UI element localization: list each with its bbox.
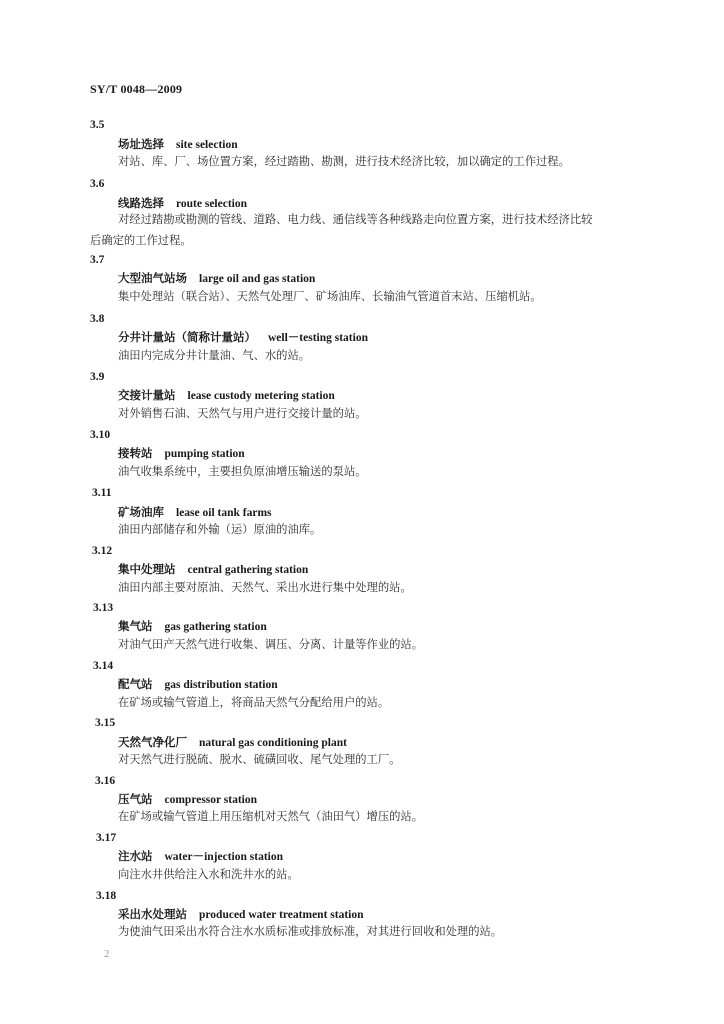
term-definition: 对站、库、厂、场位置方案，经过踏勘、勘测，进行技术经济比较，加以确定的工作过程。	[118, 155, 570, 168]
term-title-en: water－injection station	[164, 851, 283, 863]
term-title-zh: 集气站	[118, 619, 153, 633]
term-title-zh: 线路选择	[118, 196, 164, 210]
term-title-en: gas distribution station	[164, 679, 278, 691]
term-title-en: pumping station	[164, 448, 245, 460]
term-title-en: large oil and gas station	[199, 273, 316, 285]
term-title	[118, 330, 368, 345]
term-number: 3.5	[90, 119, 105, 131]
term-title-en: gas gathering station	[164, 621, 267, 633]
term-title	[118, 792, 257, 807]
term-title-zh: 集中处理站	[118, 562, 176, 576]
term-number: 3.8	[90, 313, 105, 325]
term-number: 3.9	[90, 371, 105, 383]
term-number: 3.12	[92, 545, 113, 557]
term-number: 3.15	[95, 717, 116, 729]
term-title	[118, 677, 278, 692]
term-title-en: central gathering station	[187, 564, 309, 576]
term-definition: 向注水井供给注入水和洗井水的站。	[118, 868, 299, 881]
term-number: 3.10	[90, 429, 111, 441]
term-definition-continued: 后确定的工作过程。	[90, 234, 192, 247]
term-number: 3.16	[95, 775, 116, 787]
term-title-zh: 分井计量站（简称计量站）	[118, 330, 256, 344]
term-number: 3.17	[96, 832, 117, 844]
term-definition: 在矿场或输气管道上，将商品天然气分配给用户的站。	[118, 696, 390, 709]
term-title	[118, 388, 335, 403]
term-title-zh: 场址选择	[118, 137, 164, 151]
term-title	[118, 735, 347, 750]
term-number: 3.14	[93, 660, 114, 672]
term-title	[118, 849, 283, 864]
term-title-en: route selection	[176, 198, 248, 210]
term-title-en: compressor station	[164, 794, 258, 806]
term-definition: 油气收集系统中，主要担负原油增压输送的泵站。	[118, 465, 367, 478]
term-definition: 对经过踏勘或勘测的管线、道路、电力线、通信线等各种线路走向位置方案，进行技术经济比较	[118, 213, 593, 226]
term-definition: 为使油气田采出水符合注水水质标准或排放标准，对其进行回收和处理的站。	[118, 925, 503, 938]
term-definition: 对油气田产天然气进行收集、调压、分离、计量等作业的站。	[118, 638, 424, 651]
term-title	[118, 619, 267, 634]
term-title-zh: 注水站	[118, 849, 153, 863]
term-title-en: site selection	[176, 139, 238, 151]
term-number: 3.11	[92, 487, 112, 499]
term-title-zh: 配气站	[118, 677, 153, 691]
term-title-en: produced water treatment station	[199, 909, 364, 921]
term-number: 3.6	[90, 178, 105, 190]
term-definition: 对外销售石油、天然气与用户进行交接计量的站。	[118, 407, 367, 420]
term-definition: 油田内部主要对原油、天然气、采出水进行集中处理的站。	[118, 581, 412, 594]
term-title-zh: 大型油气站场	[118, 271, 187, 285]
term-definition: 集中处理站（联合站）、天然气处理厂、矿场油库、长输油气管道首末站、压缩机站。	[118, 290, 542, 303]
term-title-en: lease oil tank farms	[176, 507, 272, 519]
term-title	[118, 271, 315, 286]
term-definition: 油田内部储存和外输（运）原油的油库。	[118, 523, 322, 536]
term-title-zh: 矿场油库	[118, 505, 164, 519]
document-header: SY/T 0048—2009	[90, 82, 183, 96]
term-title	[118, 562, 308, 577]
term-title-zh: 采出水处理站	[118, 907, 187, 921]
term-title	[118, 907, 364, 922]
term-title-zh: 压气站	[118, 792, 153, 806]
term-title	[118, 505, 272, 520]
term-number: 3.13	[93, 602, 114, 614]
term-definition: 油田内完成分井计量油、气、水的站。	[118, 349, 311, 362]
term-definition: 在矿场或输气管道上用压缩机对天然气（油田气）增压的站。	[118, 810, 424, 823]
term-title-en: lease custody metering station	[187, 390, 335, 402]
term-number: 3.18	[96, 890, 117, 902]
term-title-en: well－testing station	[268, 332, 368, 344]
term-title	[118, 446, 245, 461]
term-title-zh: 接转站	[118, 446, 153, 460]
term-title-en: natural gas conditioning plant	[199, 737, 347, 749]
term-title	[118, 137, 238, 152]
term-title-zh: 交接计量站	[118, 388, 176, 402]
term-number: 3.7	[90, 254, 105, 266]
term-title-zh: 天然气净化厂	[118, 735, 187, 749]
page-number: 2	[104, 948, 110, 960]
term-definition: 对天然气进行脱硫、脱水、硫磺回收、尾气处理的工厂。	[118, 753, 401, 766]
